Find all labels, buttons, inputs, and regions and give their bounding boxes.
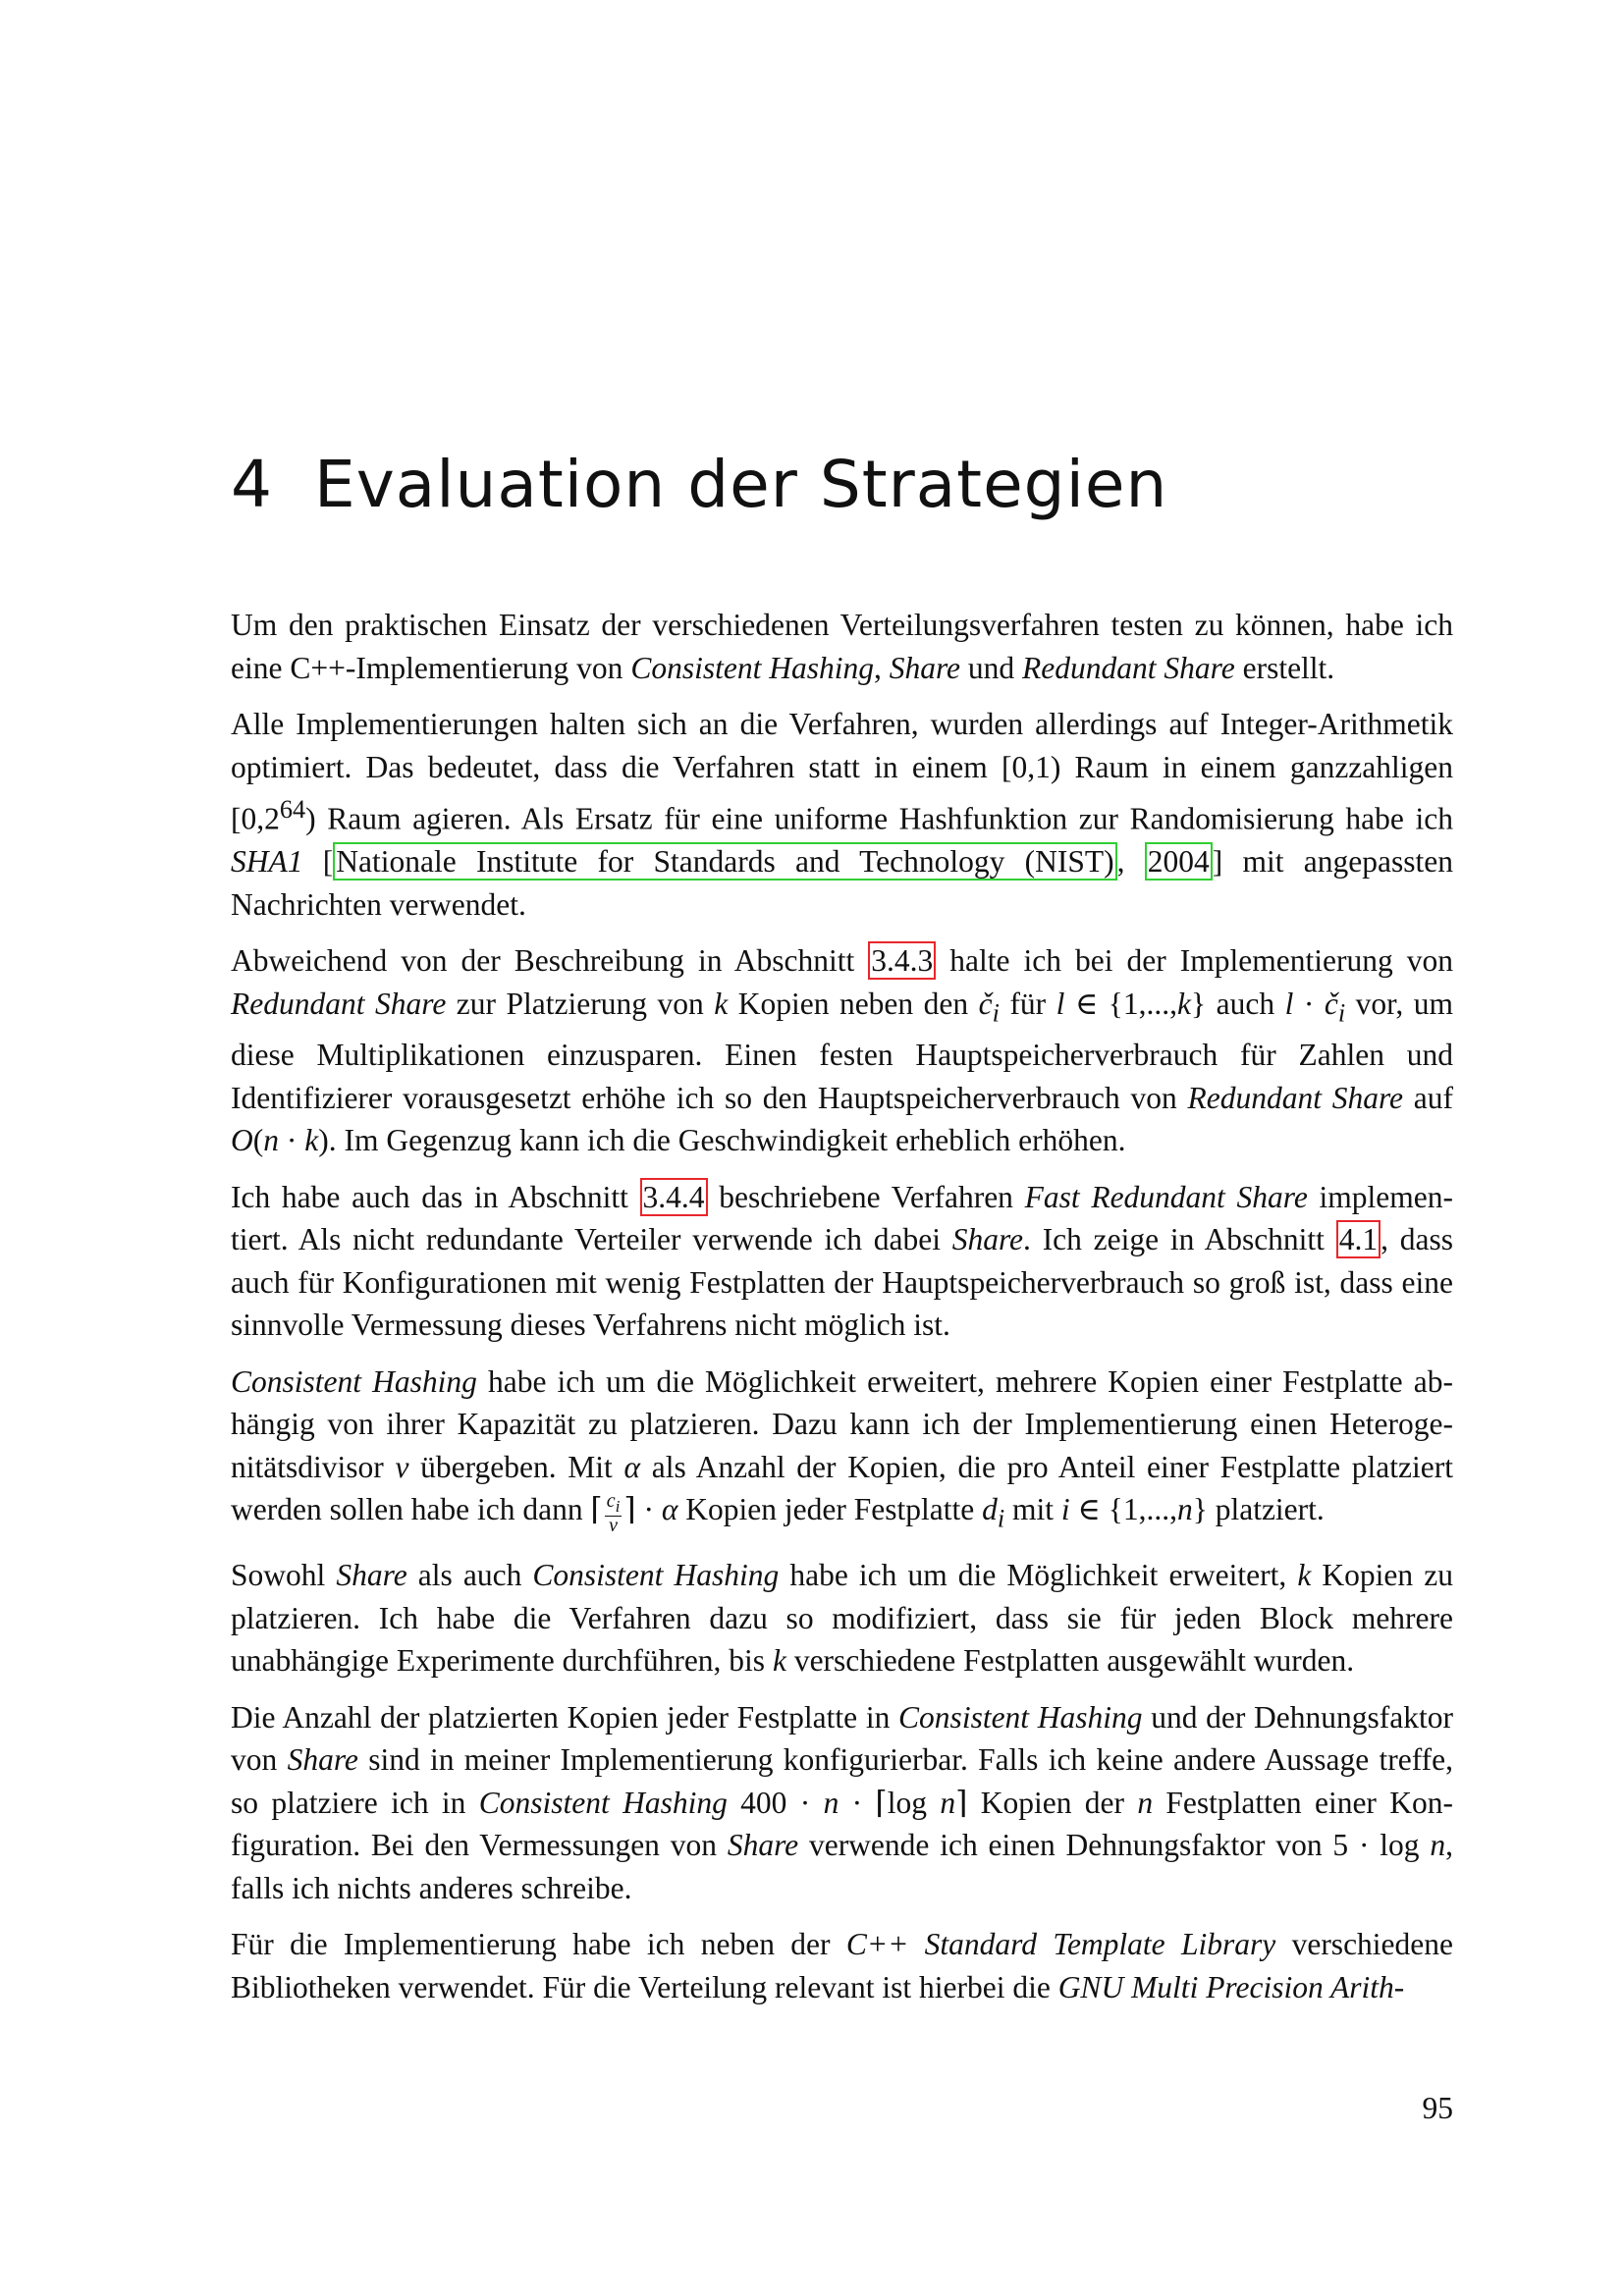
citation-year-link[interactable]: 2004 [1145, 842, 1213, 881]
paragraph-5: Consistent Hashing habe ich um die Möglichkeit erweitert, mehrere Kopien einer Festplatte abhängig von ihrer Kapazität zu platzieren. Dazu kann ich der Implementierung einen Heterogenitätsdivisor v übergeben. Mit α als Anzahl der Kopien, die pro Anteil einer Festplatte platziert werden sollen habe ich dann ⌈ $\frac{c_i}{v}$ ⌉ · α Kopien jeder Festplatte $d_i$ mit i ∈ {1,...,n} platziert. [231, 1363, 1453, 1536]
paragraph-8: Für die Implementierung habe ich neben der C++ Standard Template Library verschiedene Bibliotheken verwendet. Für die Verteilung relevant ist hierbei die GNU Multi Precision Arith- [231, 1927, 1453, 2004]
paragraph-7: Die Anzahl der platzierten Kopien jeder Festplatte in Consistent Hashing und der Dehnungsfaktor von Share sind in meiner Implementierung konfigurierbar. Falls ich keine andere Aussage treffe, so platziere ich in Consistent Hashing 400 · n · ⌈log n⌉ Kopien der n Festplatten einer Konfiguration. Bei den Vermessungen von Share verwende ich einen Dehnungsfaktor von 5 · log n, falls ich nichts anderes schreibe. [231, 1699, 1454, 1905]
section-ref-3-4-3[interactable]: 3.4.3 [868, 941, 936, 980]
paragraph-1: Um den praktischen Einsatz der verschiedenen Verteilungsverfahren testen zu können, habe ich eine C++-Implementierung von Consistent Hashing, Share und Redundant Share erstellt. [231, 608, 1453, 685]
chapter-title-text: Evaluation der Strategien [314, 447, 1168, 522]
citation-author-link[interactable]: Nationale Institute for Standards and Technology (NIST) [333, 842, 1116, 881]
section-ref-3-4-4[interactable]: 3.4.4 [640, 1178, 708, 1216]
body-text [231, 604, 1453, 2022]
chapter-number: 4 [231, 447, 273, 522]
paragraph-4: Ich habe auch das in Abschnitt 3.4.4 beschriebene Verfahren Fast Redundant Share implementiert. Als nicht redundante Verteiler verwende ich dabei Share. Ich zeige in Abschnitt 4.1, dass auch für Konfigurationen mit wenig Festplatten der Hauptspeicherverbrauch so groß ist, dass eine sinnvolle Vermessung dieses Verfahrens nicht möglich ist. [231, 1179, 1453, 1343]
paragraph-3: Abweichend von der Beschreibung in Abschnitt 3.4.3 halte ich bei der Implementierung von Redundant Share zur Platzierung von k Kopien neben den $č_i$ für l ∈ {1,...,k} auch $l \cdot č_i$ vor, um diese Multiplikationen einzusparen. Einen festen Hauptspeicherverbrauch für Zahlen und Identifizierer vorausgesetzt erhöhe ich so den Hauptspeicherverbrauch von Redundant Share auf O(n · k). Im Gegenzug kann ich die Geschwindigkeit erheblich erhöhen. [231, 943, 1453, 1158]
fraction-ci-over-v: $\frac{c_i}{v}$ [606, 1489, 621, 1536]
chapter-title [231, 447, 1167, 522]
paragraph-2: Alle Implementierungen halten sich an die Verfahren, wurden allerdings auf Integer-Arithmetik optimiert. Das bedeutet, dass die Verfahren statt in einem [0,1) Raum in einem ganzzahligen $[0,2^{64})$ Raum agieren. Als Ersatz für eine uniforme Hashfunktion zur Randomisierung habe ich SHA1 [Nationale Institute for Standards and Technology (NIST), 2004] mit angepassten Nachrichten verwendet. [231, 707, 1453, 922]
page-number: 95 [1422, 2091, 1453, 2125]
paragraph-6: Sowohl Share als auch Consistent Hashing habe ich um die Möglichkeit erweitert, k Kopien zu platzieren. Ich habe die Verfahren dazu so modifiziert, dass sie für jeden Block mehrere unabhängige Experimente durchführen, bis k verschiedene Festplatten ausgewählt wurden. [231, 1558, 1453, 1679]
section-ref-4-1[interactable]: 4.1 [1336, 1220, 1380, 1258]
